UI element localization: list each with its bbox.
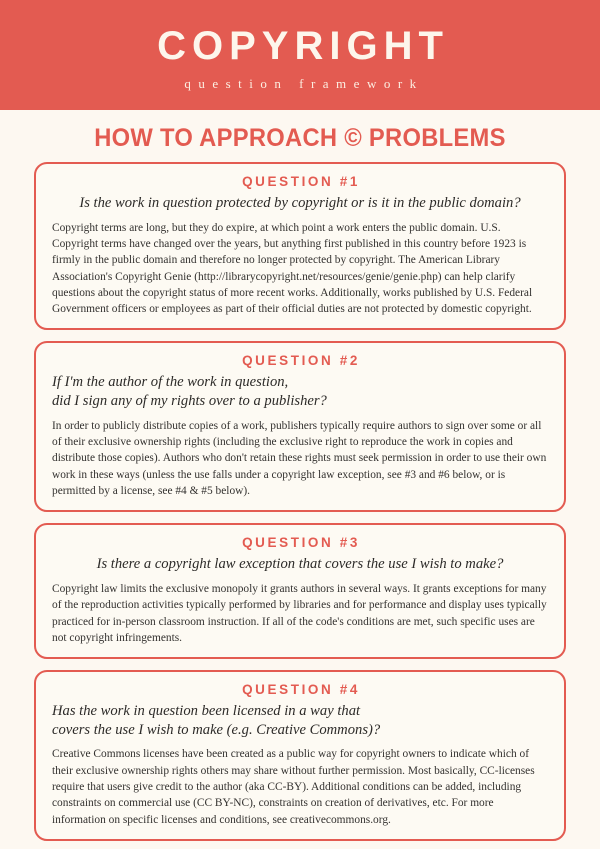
- question-label-1: QUESTION #1: [242, 174, 360, 189]
- question-body-2: In order to publicly distribute copies of a work, publishers typically require authors to sign over some or all of their exclusive ownership rights (including the exclusive right to reproduce the work in copies and distribute those copies). Authors who don't retain these rights must seek permission in order to use their own work in these ways (unless the use falls under a copyright law exception, see #3 and #6 below, or is permitted by a license, see #4 & #5 below).: [52, 419, 547, 497]
- question-body-3: Copyright law limits the exclusive monopoly it grants authors in several ways. It grants exceptions for many of the reproduction activities typically performed by libraries and for performance and display uses typically practiced for in-person classroom instruction. If all of the code's conditions are met, such specific uses are not copyright infringements.: [52, 582, 547, 644]
- question-body-1: Copyright terms are long, but they do expire, at which point a work enters the public domain. U.S. Copyright terms have changed over the years, but anything first published in this country before 1923 is firmly in the public domain and therefore no longer protected by copyright. The American Library Association's Copyright Genie (http://librarycopyright.net/resources/genie/genie.php) can help clarify questions about the copyright status of more recent works. Additionally, works published by U.S. Federal Government officers or employees as part of their official duties are not protected by domestic copyright.: [52, 221, 533, 316]
- question-card-1: [34, 162, 566, 330]
- question-card-2: [34, 341, 566, 512]
- question-label-4: QUESTION #4: [242, 682, 360, 698]
- question-card-4: [34, 670, 566, 841]
- header-banner: [0, 0, 600, 110]
- question-text-4: Has the work in question been licensed in a way that covers the use I wish to make (e.g. Creative Commons)?: [52, 703, 381, 738]
- page-title: COPYRIGHT: [157, 23, 449, 68]
- page-subtitle: question framework: [184, 75, 424, 91]
- question-label-3: QUESTION #3: [242, 535, 360, 551]
- question-text-3: Is there a copyright law exception that covers the use I wish to make?: [96, 556, 504, 573]
- question-body-4: Creative Commons licenses have been created as a public way for copyright owners to indicate which of their exclusive ownership rights others may share without further permission. Most basically, CC-licenses require that users give credit to the author (aka CC-BY). Additional conditions can be added, including constraints on commercial use (CC BY-NC), constraints on creation of derivatives, etc. For more information on specific licenses and conditions, see creativecommons.org.: [52, 748, 535, 826]
- question-label-2: QUESTION #2: [242, 353, 360, 369]
- question-text-2: If I'm the author of the work in question, did I sign any of my rights over to a publisher?: [52, 374, 327, 410]
- section-heading: HOW TO APPROACH © PROBLEMS: [94, 124, 506, 152]
- question-text-1: Is the work in question protected by copyright or is it in the public domain?: [79, 195, 521, 211]
- question-card-3: [34, 523, 566, 659]
- question-card-list: [0, 162, 600, 841]
